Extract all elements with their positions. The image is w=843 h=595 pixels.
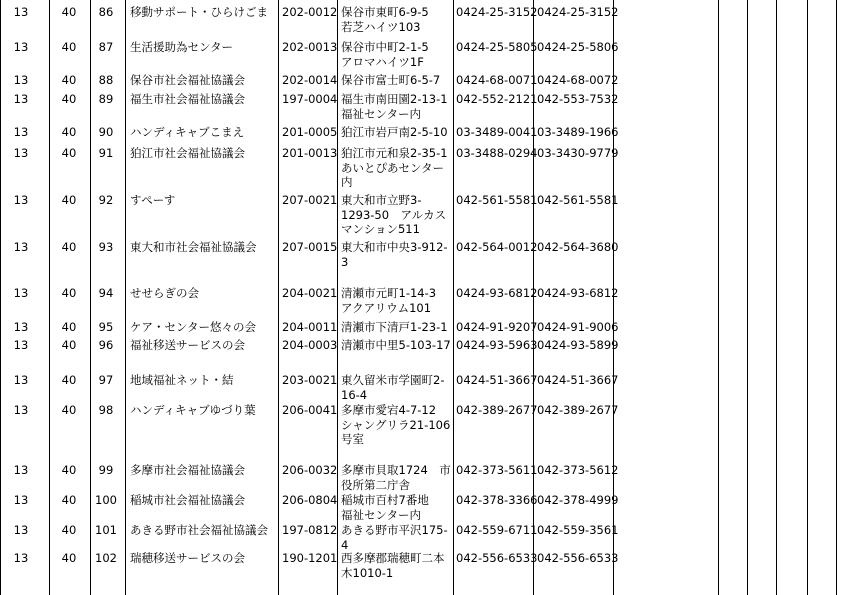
cell-address: 保谷市中町2-1-5 アロマハイツ1F	[341, 40, 429, 69]
cell-phone: 042-564-0012	[456, 240, 538, 254]
cell-prefecture: 13	[13, 338, 29, 352]
cell-address: 東久留米市学園町2- 16-4	[341, 373, 445, 402]
cell-organization: 地域福祉ネット・結	[130, 373, 234, 387]
table-row	[0, 123, 843, 144]
cell-number: 91	[98, 146, 114, 160]
table-row	[0, 144, 843, 191]
cell-phone: 0424-93-5963	[456, 338, 538, 352]
cell-phone: 0424-51-3667	[456, 373, 538, 387]
cell-number: 99	[98, 463, 114, 477]
table-row	[0, 71, 843, 90]
cell-fax: 03-3430-9779	[537, 146, 619, 160]
cell-address: 多摩市愛宕4-7-12 シャングリラ21-106 号室	[341, 403, 451, 446]
cell-address: 保谷市東町6-9-5 若芝ハイツ103	[341, 5, 429, 34]
cell-number: 94	[98, 286, 114, 300]
table-row	[0, 191, 843, 238]
cell-prefecture: 13	[13, 523, 29, 537]
cell-number: 87	[98, 40, 114, 54]
cell-address: 清瀬市下清戸1-23-1	[341, 320, 448, 334]
cell-organization: 生活援助為センター	[130, 40, 234, 54]
cell-address: 清瀬市元町1-14-3 アクアリウム101	[341, 286, 437, 315]
cell-phone: 03-3488-0294	[456, 146, 538, 160]
cell-organization: 東大和市社会福祉協議会	[130, 240, 257, 254]
cell-number: 96	[98, 338, 114, 352]
cell-postal-code: 204-0011	[282, 320, 338, 334]
cell-postal-code: 203-0021	[282, 373, 338, 387]
cell-phone: 042-561-5581	[456, 193, 538, 207]
table-row	[0, 521, 843, 552]
cell-prefecture: 13	[13, 73, 29, 87]
cell-code: 40	[61, 240, 77, 254]
cell-fax: 0424-68-0072	[537, 73, 619, 87]
cell-code: 40	[61, 463, 77, 477]
cell-organization: 移動サポート・ひらけごま	[130, 5, 268, 19]
cell-address: 保谷市富士町6-5-7	[341, 73, 441, 87]
cell-number: 90	[98, 125, 114, 139]
cell-postal-code: 204-0003	[282, 338, 338, 352]
cell-number: 88	[98, 73, 114, 87]
cell-organization: 瑞穂移送サービスの会	[130, 551, 245, 565]
cell-organization: 稲城市社会福祉協議会	[130, 493, 245, 507]
cell-postal-code: 190-1201	[282, 551, 338, 565]
cell-postal-code: 202-0012	[282, 5, 338, 19]
cell-phone: 042-373-5611	[456, 463, 538, 477]
cell-fax: 0424-93-6812	[537, 286, 619, 300]
cell-postal-code: 201-0013	[282, 146, 338, 160]
cell-prefecture: 13	[13, 193, 29, 207]
cell-organization: せせらぎの会	[130, 286, 199, 300]
cell-address: 西多摩郡瑞穂町二本 木1010-1	[341, 551, 445, 580]
cell-phone: 042-389-2677	[456, 403, 538, 417]
cell-prefecture: 13	[13, 240, 29, 254]
cell-prefecture: 13	[13, 463, 29, 477]
table-row	[0, 284, 843, 318]
cell-postal-code: 207-0015	[282, 240, 338, 254]
cell-code: 40	[61, 338, 77, 352]
table-row	[0, 371, 843, 401]
cell-fax: 042-378-4999	[537, 493, 619, 507]
cell-postal-code: 202-0013	[282, 40, 338, 54]
cell-postal-code: 206-0804	[282, 493, 338, 507]
cell-code: 40	[61, 146, 77, 160]
cell-postal-code: 202-0014	[282, 73, 338, 87]
table-row	[0, 401, 843, 461]
cell-number: 97	[98, 373, 114, 387]
cell-fax: 042-559-3561	[537, 523, 619, 537]
cell-organization: ハンディキャブゆづり葉	[130, 403, 256, 417]
cell-postal-code: 201-0005	[282, 125, 338, 139]
cell-fax: 042-556-6533	[537, 551, 619, 565]
table-row	[0, 3, 843, 38]
cell-fax: 0424-25-5806	[537, 40, 619, 54]
cell-organization: 保谷市社会福祉協議会	[130, 73, 245, 87]
cell-address: 稲城市百村7番地 福祉センター内	[341, 493, 429, 522]
cell-number: 95	[98, 320, 114, 334]
cell-number: 102	[95, 551, 117, 565]
cell-code: 40	[61, 373, 77, 387]
cell-code: 40	[61, 92, 77, 106]
cell-number: 98	[98, 403, 114, 417]
cell-phone: 042-559-6711	[456, 523, 538, 537]
cell-prefecture: 13	[13, 320, 29, 334]
cell-address: あきる野市平沢175- 4	[341, 523, 448, 552]
cell-phone: 042-556-6533	[456, 551, 538, 565]
cell-address: 狛江市岩戸南2-5-10	[341, 125, 448, 139]
table-row	[0, 491, 843, 521]
cell-number: 93	[98, 240, 114, 254]
cell-code: 40	[61, 125, 77, 139]
cell-phone: 0424-25-3152	[456, 5, 538, 19]
cell-organization: ケア・センター悠々の会	[130, 320, 257, 334]
cell-prefecture: 13	[13, 125, 29, 139]
cell-prefecture: 13	[13, 92, 29, 106]
cell-postal-code: 207-0021	[282, 193, 338, 207]
cell-phone: 03-3489-0041	[456, 125, 538, 139]
cell-address: 福生市南田園2-13-1 福祉センター内	[341, 92, 448, 121]
cell-organization: ハンディキャブこまえ	[130, 125, 245, 139]
cell-prefecture: 13	[13, 286, 29, 300]
cell-phone: 0424-68-0071	[456, 73, 538, 87]
cell-organization: 福祉移送サービスの会	[130, 338, 245, 352]
table-row	[0, 549, 843, 589]
cell-fax: 042-389-2677	[537, 403, 619, 417]
cell-postal-code: 206-0041	[282, 403, 338, 417]
table-row	[0, 238, 843, 284]
cell-fax: 0424-93-5899	[537, 338, 619, 352]
cell-postal-code: 197-0812	[282, 523, 338, 537]
cell-address: 多摩市貝取1724 市 役所第二庁舎	[341, 463, 451, 492]
cell-code: 40	[61, 493, 77, 507]
table-row	[0, 38, 843, 71]
cell-code: 40	[61, 5, 77, 19]
cell-fax: 042-564-3680	[537, 240, 619, 254]
cell-code: 40	[61, 193, 77, 207]
cell-postal-code: 206-0032	[282, 463, 338, 477]
cell-number: 101	[95, 523, 117, 537]
cell-organization: あきる野市社会福祉協議会	[130, 523, 268, 537]
cell-prefecture: 13	[13, 403, 29, 417]
cell-fax: 042-373-5612	[537, 463, 619, 477]
cell-fax: 042-553-7532	[537, 92, 619, 106]
cell-phone: 042-378-3366	[456, 493, 538, 507]
cell-prefecture: 13	[13, 373, 29, 387]
cell-fax: 0424-25-3152	[537, 5, 619, 19]
cell-prefecture: 13	[13, 5, 29, 19]
cell-code: 40	[61, 403, 77, 417]
table-row	[0, 90, 843, 123]
cell-prefecture: 13	[13, 146, 29, 160]
cell-prefecture: 13	[13, 40, 29, 54]
cell-phone: 0424-25-5805	[456, 40, 538, 54]
cell-phone: 0424-91-9207	[456, 320, 538, 334]
cell-postal-code: 197-0004	[282, 92, 338, 106]
cell-code: 40	[61, 551, 77, 565]
cell-address: 清瀬市中里5-103-17	[341, 338, 451, 352]
cell-phone: 0424-93-6812	[456, 286, 538, 300]
cell-organization: 多摩市社会福祉協議会	[130, 463, 245, 477]
table-row	[0, 461, 843, 491]
cell-organization: すぺーす	[130, 193, 176, 207]
table-row	[0, 336, 843, 371]
cell-number: 89	[98, 92, 114, 106]
cell-phone: 042-552-2121	[456, 92, 538, 106]
cell-code: 40	[61, 40, 77, 54]
cell-organization: 福生市社会福祉協議会	[130, 92, 245, 106]
cell-address: 東大和市中央3-912- 3	[341, 240, 448, 269]
table-row	[0, 318, 843, 336]
cell-organization: 狛江市社会福祉協議会	[130, 146, 245, 160]
cell-number: 86	[98, 5, 114, 19]
cell-number: 92	[98, 193, 114, 207]
cell-postal-code: 204-0021	[282, 286, 338, 300]
cell-fax: 0424-91-9006	[537, 320, 619, 334]
cell-fax: 03-3489-1966	[537, 125, 619, 139]
cell-prefecture: 13	[13, 551, 29, 565]
cell-address: 狛江市元和泉2-35-1 あいとぴあセンター 内	[341, 146, 448, 189]
cell-prefecture: 13	[13, 493, 29, 507]
cell-code: 40	[61, 73, 77, 87]
cell-code: 40	[61, 523, 77, 537]
cell-number: 100	[95, 493, 117, 507]
cell-code: 40	[61, 286, 77, 300]
cell-code: 40	[61, 320, 77, 334]
cell-address: 東大和市立野3- 1293-50 アルカス マンション511	[341, 193, 447, 236]
cell-fax: 0424-51-3667	[537, 373, 619, 387]
cell-fax: 042-561-5581	[537, 193, 619, 207]
